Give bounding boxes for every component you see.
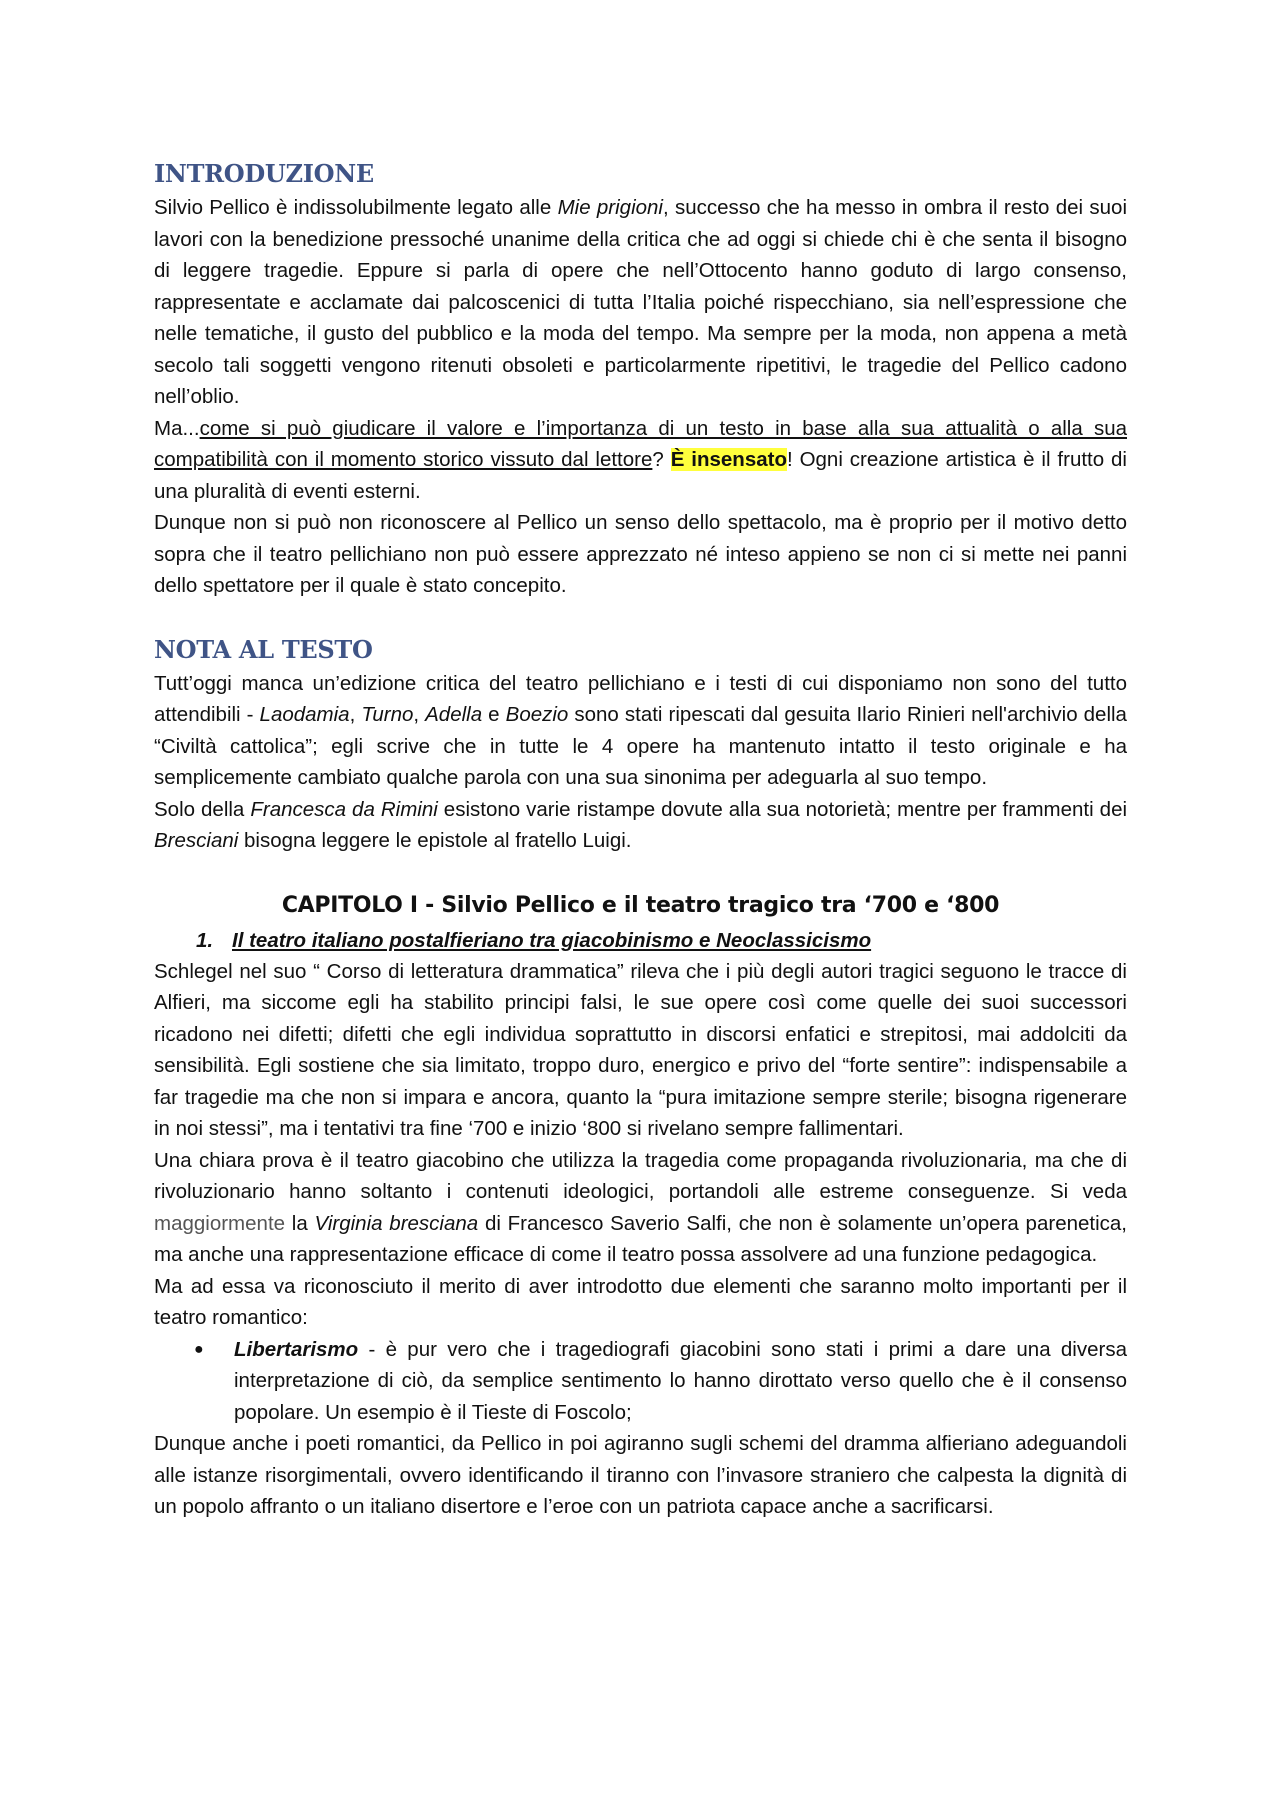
list-item: ● Libertarismo - è pur vero che i tragediografi giacobini sono stati i primi a dare una diversa interpretazione di ciò, da semplice sentimento lo hanno dirottato verso quello che è il consenso popolare. Un esempio è il Tieste di Foscolo; — [234, 1334, 1127, 1429]
nota-paragraph-1: Tutt’oggi manca un’edizione critica del teatro pellichiano e i testi di cui disponiamo non sono del tutto attendibili - Laodamia, Turno, Adella e Boezio sono stati ripescati dal gesuita Ilario Rinieri nell'archivio della “Civiltà cattolica”; egli scrive che in tutte le 4 opere ha mantenuto intatto il testo originale e ha semplicemente cambiato qualche parola con una sua sinonima per adeguarla al suo tempo. — [154, 671, 1127, 789]
intro-paragraph-3: Dunque non si può non riconoscere al Pellico un senso dello spettacolo, ma è proprio per il motivo detto sopra che il teatro pellichiano non può essere apprezzato né inteso appieno se non ci si mette nei panni dello spettatore per il quale è stato concepito. — [154, 511, 1127, 597]
chapter-paragraph-1: Schlegel nel suo “ Corso di letteratura drammatica” rileva che i più degli autori tragici seguono le tracce di Alfieri, ma siccome egli ha stabilito principi falsi, le sue opere così come quelle dei suoi successori ricadono nei difetti; difetti che egli individua soprattutto in discorsi enfatici e strepitosi, mai addolciti da sensibilità. Egli sostiene che sia limitato, troppo duro, energico e privo del “forte sentire”: indispensabile a far tragedie ma che non si impara e ancora, quanto la “pura imitazione sempre sterile; bisogna rigenerare in noi stessi”, ma i tentativi tra fine ‘700 e inizio ‘800 si rivelano sempre fallimentari. — [154, 959, 1127, 1140]
intro-paragraph-2: Ma...come si può giudicare il valore e l’importanza di un testo in base alla sua attualità o alla sua compatibilità con il momento storico vissuto dal lettore? È insensato! Ogni creazione artistica è il frutto di una pluralità di eventi esterni. — [154, 416, 1127, 503]
bullet-icon: ● — [194, 1340, 204, 1358]
intro-heading: INTRODUZIONE — [154, 159, 374, 188]
subsection-heading: 1. Il teatro italiano postalfieriano tra giacobinismo e Neoclassicismo — [196, 928, 872, 952]
chapter-paragraph-3: Ma ad essa va riconosciuto il merito di aver introdotto due elementi che saranno molto importanti per il teatro romantico: — [154, 1274, 1127, 1329]
nota-paragraph-2: Solo della Francesca da Rimini esistono varie ristampe dovute alla sua notorietà; mentre per frammenti dei Bresciani bisogna leggere le epistole al fratello Luigi. — [154, 797, 1128, 852]
highlighted-text: È insensato — [670, 448, 787, 471]
intro-paragraph-1: Silvio Pellico è indissolubilmente legato alle Mie prigioni, successo che ha messo in ombra il resto dei suoi lavori con la benedizione pressoché unanime della critica che ad oggi si chiede chi è che senta il bisogno di leggere tragedie. Eppure si parla di opere che nell’Ottocento hanno goduto di largo consenso, rappresentate e acclamate dai palcoscenici di tutta l’Italia poiché rispecchiano, sia nell’espressione che nelle tematiche, il gusto del pubblico e la moda del tempo. Ma sempre per la moda, non appena a metà secolo tali soggetti vengono ritenuti obsoleti e particolarmente ripetitivi, le tragedie del Pellico cadono nell’oblio. — [154, 196, 1127, 408]
nota-heading: NOTA AL TESTO — [154, 634, 373, 664]
underlined-question: come si può giudicare il valore e l’importanza di un testo in base alla sua attualità o alla sua compatibilità con il momento storico vissuto dal lettore — [154, 416, 1127, 471]
chapter-paragraph-4: Dunque anche i poeti romantici, da Pellico in poi agiranno sugli schemi del dramma alfieriano adeguandoli alle istanze risorgimentali, ovvero identificando il tiranno con l’invasore straniero che calpesta la dignità di un popolo affranto o un italiano disertore e l’eroe con un patriota capace anche a sacrificarsi. — [154, 1432, 1127, 1518]
document-content — [154, 156, 1127, 1523]
bullet-list — [154, 1334, 1127, 1429]
chapter-paragraph-2: Una chiara prova è il teatro giacobino che utilizza la tragedia come propaganda rivoluzionaria, ma che di rivoluzionario hanno soltanto i contenuti ideologici, portandoli alle estreme conseguenze. Si veda maggiormente la Virginia bresciana di Francesco Saverio Salfi, che non è solamente un’opera parenetica, ma anche una rappresentazione efficace di come il teatro possa assolvere ad una funzione pedagogica. — [154, 1148, 1127, 1266]
chapter-title: CAPITOLO I - Silvio Pellico e il teatro tragico tra ‘700 e ‘800 — [281, 892, 1000, 918]
